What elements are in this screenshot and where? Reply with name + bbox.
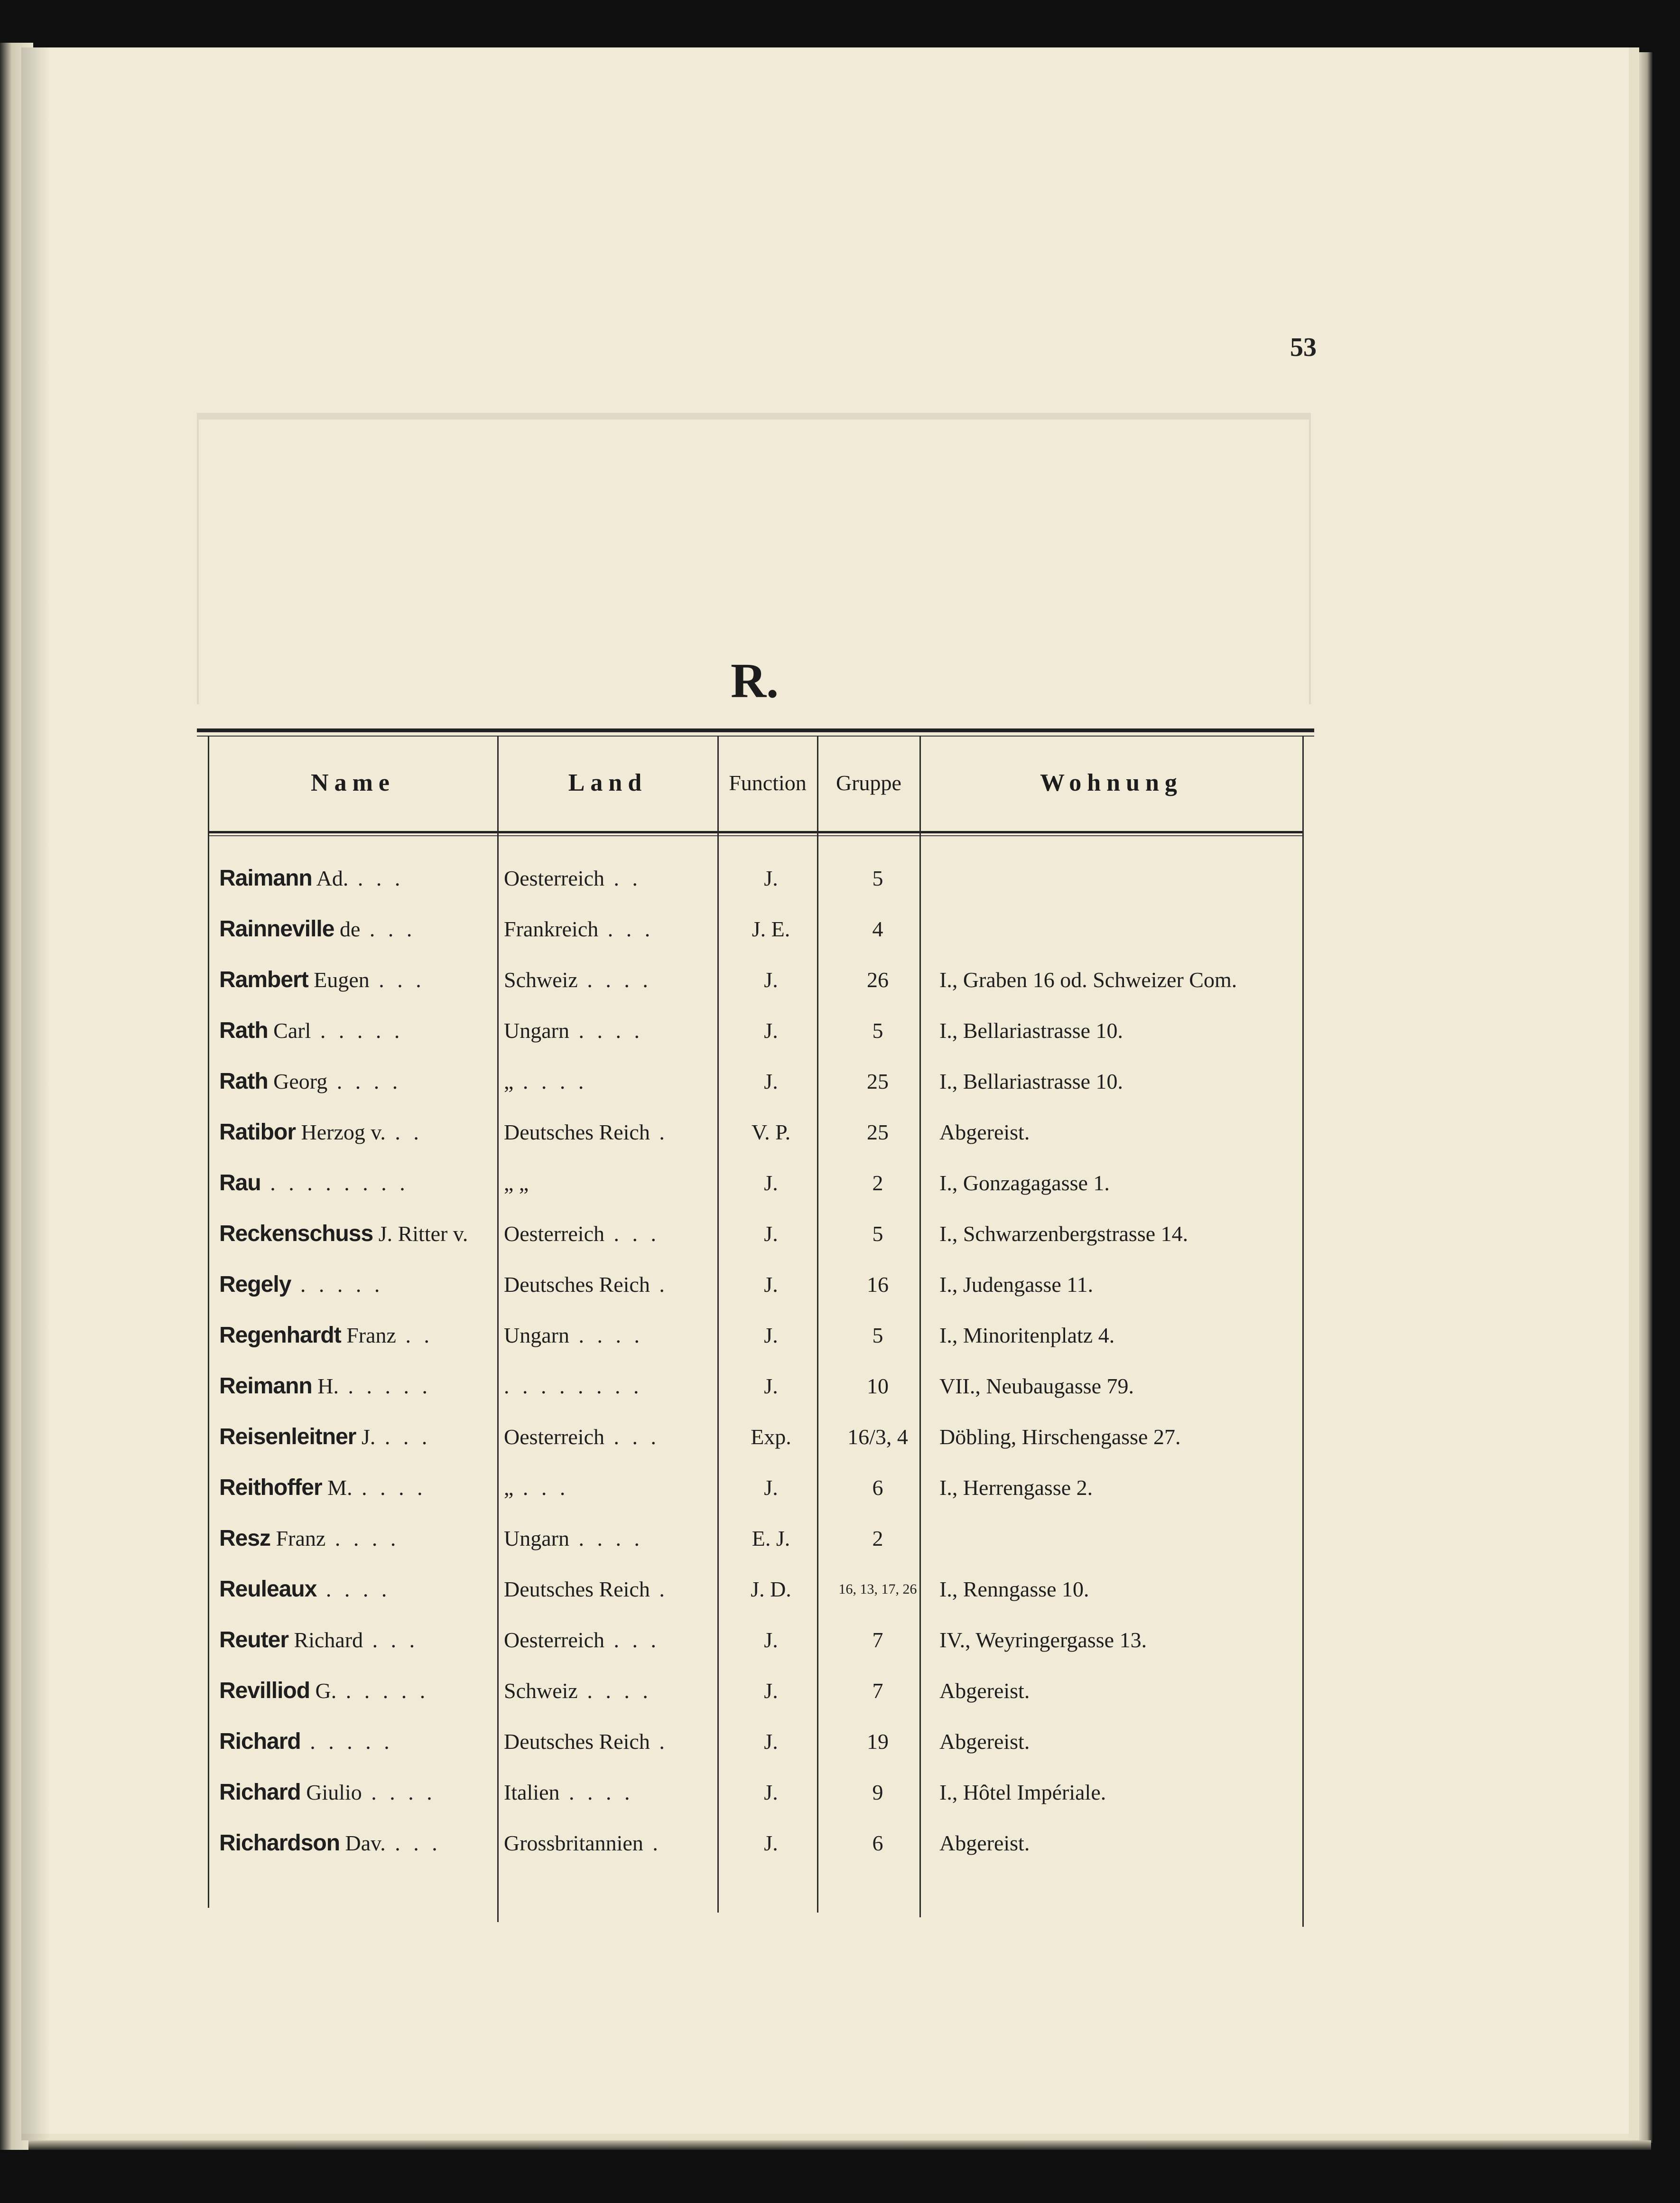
wohnung-cell: VII., Neubaugasse 79. (939, 1374, 1134, 1398)
land-cell (504, 1107, 710, 1158)
name-cell (219, 954, 485, 1005)
leader-dots: . . . (598, 917, 654, 941)
given-name: Giulio (300, 1780, 362, 1804)
name-cell (219, 1767, 485, 1818)
land-text: Italien (504, 1780, 560, 1804)
function-cell: J. (764, 1729, 778, 1754)
function-cell: J. (764, 1780, 778, 1804)
header-bottom-rule (208, 831, 1304, 833)
land-cell (504, 1462, 710, 1513)
gruppe-cell: 25 (867, 1069, 889, 1093)
name-cell (219, 1615, 485, 1665)
leader-dots: . . . . . (336, 1679, 429, 1703)
function-cell: Exp. (751, 1425, 791, 1449)
wohnung-cell: I., Renngasse 10. (939, 1577, 1089, 1601)
land-text: Deutsches Reich (504, 1577, 650, 1601)
land-text: „ (504, 1069, 514, 1093)
function-cell: J. (764, 1628, 778, 1652)
given-name: M. (322, 1475, 353, 1500)
surname: Regenhardt (219, 1323, 341, 1348)
function-cell: J. (764, 1171, 778, 1195)
function-cell: E. J. (752, 1526, 790, 1550)
wohnung-cell (939, 853, 1300, 904)
gruppe-cell: 5 (872, 866, 883, 890)
gruppe-cell: 7 (872, 1628, 883, 1652)
given-name: Eugen (308, 968, 370, 992)
surname: Reisenleitner (219, 1424, 356, 1449)
surname: Rath (219, 1018, 268, 1043)
leader-dots: . (643, 1831, 662, 1855)
page-number: 53 (1290, 333, 1317, 362)
name-cell (219, 1208, 485, 1259)
surname: Raimann (219, 866, 312, 891)
land-text: Oesterreich (504, 866, 604, 890)
land-cell (504, 1564, 710, 1615)
leader-dots: . . . . (569, 1526, 643, 1550)
wohnung-cell: I., Bellariastrasse 10. (939, 1018, 1123, 1043)
gruppe-cell: 2 (872, 1526, 883, 1550)
leader-dots: . . . . (559, 1780, 634, 1804)
surname: Richard (219, 1780, 301, 1805)
table-row (0, 1361, 1680, 1411)
given-name: G. (310, 1679, 337, 1703)
wohnung-cell: I., Schwarzenbergstrasse 14. (939, 1222, 1188, 1246)
function-cell: J. (764, 1323, 778, 1347)
wohnung-cell: Abgereist. (939, 1120, 1030, 1144)
header-bottom-rule-thin (208, 835, 1304, 836)
land-text: Oesterreich (504, 1628, 604, 1652)
header-name: Name (311, 769, 395, 796)
table-row (0, 1513, 1680, 1564)
land-text: „ „ (504, 1171, 529, 1195)
name-cell (219, 1056, 485, 1107)
land-cell (504, 1259, 710, 1310)
given-name: H. (312, 1374, 339, 1398)
header-function: Function (729, 771, 807, 795)
gruppe-cell: 19 (867, 1729, 889, 1754)
leader-dots: . . . . . (338, 1374, 431, 1398)
leader-dots: . . . (604, 1425, 660, 1449)
function-cell: J. (764, 1018, 778, 1043)
table-row (0, 1564, 1680, 1615)
surname: Reckenschuss (219, 1221, 373, 1246)
gruppe-cell: 25 (867, 1120, 889, 1144)
given-name: Carl (268, 1018, 311, 1043)
wohnung-cell: Abgereist. (939, 1679, 1030, 1703)
leader-dots: . (650, 1120, 668, 1144)
table-top-rule-thin (197, 736, 1314, 737)
name-cell (219, 1310, 485, 1361)
function-cell: J. (764, 1831, 778, 1855)
land-cell (504, 1411, 710, 1462)
wohnung-cell (939, 1513, 1300, 1564)
land-cell (504, 1005, 710, 1056)
name-cell (219, 1462, 485, 1513)
gruppe-cell: 16, 13, 17, 26 (838, 1581, 917, 1597)
land-text: Ungarn (504, 1526, 569, 1550)
function-cell: J. (764, 1222, 778, 1246)
leader-dots: . . (385, 1120, 423, 1144)
surname: Regely (219, 1272, 291, 1297)
given-name: Richard (288, 1628, 363, 1652)
leader-dots: . . (604, 866, 641, 890)
gruppe-cell: 7 (872, 1679, 883, 1703)
leader-dots: . . . . (362, 1780, 436, 1804)
land-text: Deutsches Reich (504, 1272, 650, 1297)
given-name: J. (356, 1425, 376, 1449)
name-cell (219, 1665, 485, 1716)
function-cell: V. P. (751, 1120, 791, 1144)
function-cell: J. E. (752, 917, 790, 941)
land-cell (504, 1665, 710, 1716)
table-row (0, 1462, 1680, 1513)
gruppe-cell: 5 (872, 1018, 883, 1043)
land-cell (504, 1208, 710, 1259)
surname: Reimann (219, 1373, 312, 1399)
land-cell (504, 1615, 710, 1665)
leader-dots: . . . . . (311, 1018, 404, 1043)
land-text: Ungarn (504, 1018, 569, 1043)
land-cell (504, 1716, 710, 1767)
table-row (0, 954, 1680, 1005)
header-gruppe: Gruppe (836, 771, 901, 795)
leader-dots: . . . (369, 968, 425, 992)
gruppe-cell: 16 (867, 1272, 889, 1297)
leader-dots: . . . (604, 1628, 660, 1652)
leader-dots: . . . . (569, 1018, 643, 1043)
land-text: Frankreich (504, 917, 599, 941)
gruppe-cell: 9 (872, 1780, 883, 1804)
land-text: Schweiz (504, 1679, 578, 1703)
surname: Rambert (219, 967, 308, 992)
surname: Rainneville (219, 916, 334, 942)
given-name: Franz (270, 1526, 326, 1550)
land-cell (504, 1310, 710, 1361)
land-cell (504, 1361, 710, 1411)
table-row (0, 1107, 1680, 1158)
table-row (0, 1208, 1680, 1259)
header-wohnung: Wohnung (1040, 769, 1183, 796)
leader-dots: . . . . (569, 1323, 643, 1347)
leader-dots: . . . . (577, 968, 652, 992)
table-row (0, 1767, 1680, 1818)
given-name: de (334, 917, 361, 941)
given-name: Ad. (312, 866, 349, 890)
land-cell (504, 1818, 710, 1868)
given-name: Franz (341, 1323, 396, 1347)
wohnung-cell: I., Judengasse 11. (939, 1272, 1094, 1297)
leader-dots: . . . (385, 1831, 441, 1855)
name-cell (219, 1564, 485, 1615)
gruppe-cell: 5 (872, 1323, 883, 1347)
table-row (0, 1310, 1680, 1361)
wohnung-cell (939, 904, 1300, 954)
gruppe-cell: 4 (872, 917, 883, 941)
table-top-rule (197, 728, 1314, 732)
leader-dots: . . . . (325, 1526, 400, 1550)
leader-dots: . . . . (327, 1069, 402, 1093)
given-name: Dav. (340, 1831, 386, 1855)
name-cell (219, 1513, 485, 1564)
wohnung-cell: Abgereist. (939, 1831, 1030, 1855)
table-row (0, 1411, 1680, 1462)
leader-dots: . . . (348, 866, 404, 890)
leader-dots: . . . (360, 917, 416, 941)
land-text: Oesterreich (504, 1425, 604, 1449)
table-row (0, 1005, 1680, 1056)
table-row (0, 1665, 1680, 1716)
wohnung-cell: I., Hôtel Impériale. (939, 1780, 1106, 1804)
land-text: Deutsches Reich (504, 1120, 650, 1144)
table-row (0, 1818, 1680, 1868)
wohnung-cell: I., Gonzagagasse 1. (939, 1171, 1110, 1195)
land-cell (504, 1767, 710, 1818)
leader-dots: . . . . (352, 1475, 427, 1500)
land-text: Oesterreich (504, 1222, 604, 1246)
given-name: Herzog v. (296, 1120, 386, 1144)
table-row (0, 904, 1680, 954)
land-text: „ (504, 1475, 514, 1500)
function-cell: J. (764, 1272, 778, 1297)
table-row (0, 853, 1680, 904)
leader-dots: . . . . (577, 1679, 652, 1703)
land-cell (504, 1056, 710, 1107)
section-letter: R. (731, 653, 779, 708)
gruppe-cell: 26 (867, 968, 889, 992)
leader-dots: . . . . . (300, 1729, 393, 1754)
function-cell: J. (764, 1069, 778, 1093)
leader-dots: . . . . (513, 1069, 588, 1093)
gruppe-cell: 5 (872, 1222, 883, 1246)
leader-dots: . . . (513, 1475, 569, 1500)
surname: Resz (219, 1526, 271, 1551)
table-row (0, 1158, 1680, 1208)
wohnung-cell: IV., Weyringergasse 13. (939, 1628, 1147, 1652)
function-cell: J. (764, 866, 778, 890)
land-text: Schweiz (504, 968, 578, 992)
leader-dots: . . (396, 1323, 433, 1347)
land-cell (504, 904, 710, 954)
leader-dots: . . . . . (291, 1272, 384, 1297)
wohnung-cell: I., Graben 16 od. Schweizer Com. (939, 968, 1237, 992)
function-cell: J. (764, 968, 778, 992)
page-stack-bottom (28, 2140, 1651, 2150)
table-row (0, 1716, 1680, 1767)
table-row (0, 1615, 1680, 1665)
surname: Reuter (219, 1627, 289, 1652)
leader-dots: . . . . . . . . (260, 1171, 409, 1195)
function-cell: J. (764, 1679, 778, 1703)
surname: Reuleaux (219, 1577, 317, 1602)
name-cell (219, 1818, 485, 1868)
leader-dots: . . . . (316, 1577, 391, 1601)
surname: Ratibor (219, 1120, 296, 1145)
surname: Reithoffer (219, 1475, 322, 1500)
wohnung-cell: I., Herrengasse 2. (939, 1475, 1093, 1500)
wohnung-cell: Döbling, Hirschengasse 27. (939, 1425, 1181, 1449)
land-cell (504, 1513, 710, 1564)
name-cell (219, 1361, 485, 1411)
wohnung-cell: I., Minoritenplatz 4. (939, 1323, 1115, 1347)
land-text: Ungarn (504, 1323, 569, 1347)
function-cell: J. D. (751, 1577, 791, 1601)
gruppe-cell: 10 (867, 1374, 889, 1398)
wohnung-cell: I., Bellariastrasse 10. (939, 1069, 1123, 1093)
surname: Richard (219, 1729, 301, 1754)
surname: Richardson (219, 1830, 340, 1856)
name-cell (219, 1158, 485, 1208)
given-name: J. Ritter v. (373, 1222, 468, 1246)
leader-dots: . . . . . . . . (504, 1374, 643, 1398)
gruppe-cell: 16/3, 4 (847, 1425, 908, 1449)
land-cell (504, 954, 710, 1005)
leader-dots: . . . (604, 1222, 660, 1246)
name-cell (219, 1107, 485, 1158)
name-cell (219, 1259, 485, 1310)
name-cell (219, 1005, 485, 1056)
leader-dots: . (650, 1729, 668, 1754)
function-cell: J. (764, 1475, 778, 1500)
wohnung-cell: Abgereist. (939, 1729, 1030, 1754)
name-cell (219, 1716, 485, 1767)
land-cell (504, 853, 710, 904)
function-cell: J. (764, 1374, 778, 1398)
land-text: Grossbritannien (504, 1831, 643, 1855)
gruppe-cell: 6 (872, 1831, 883, 1855)
leader-dots: . . . (375, 1425, 431, 1449)
surname: Rath (219, 1069, 268, 1094)
surname: Rau (219, 1170, 261, 1195)
leader-dots: . (650, 1272, 668, 1297)
name-cell (219, 853, 485, 904)
header-land: Land (568, 769, 648, 796)
name-cell (219, 1411, 485, 1462)
surname: Revilliod (219, 1678, 310, 1703)
table-row (0, 1259, 1680, 1310)
name-cell (219, 904, 485, 954)
given-name: Georg (268, 1069, 328, 1093)
leader-dots: . (650, 1577, 668, 1601)
land-text: Deutsches Reich (504, 1729, 650, 1754)
gruppe-cell: 6 (872, 1475, 883, 1500)
table-row (0, 1056, 1680, 1107)
land-cell (504, 1158, 710, 1208)
leader-dots: . . . (363, 1628, 419, 1652)
gruppe-cell: 2 (872, 1171, 883, 1195)
